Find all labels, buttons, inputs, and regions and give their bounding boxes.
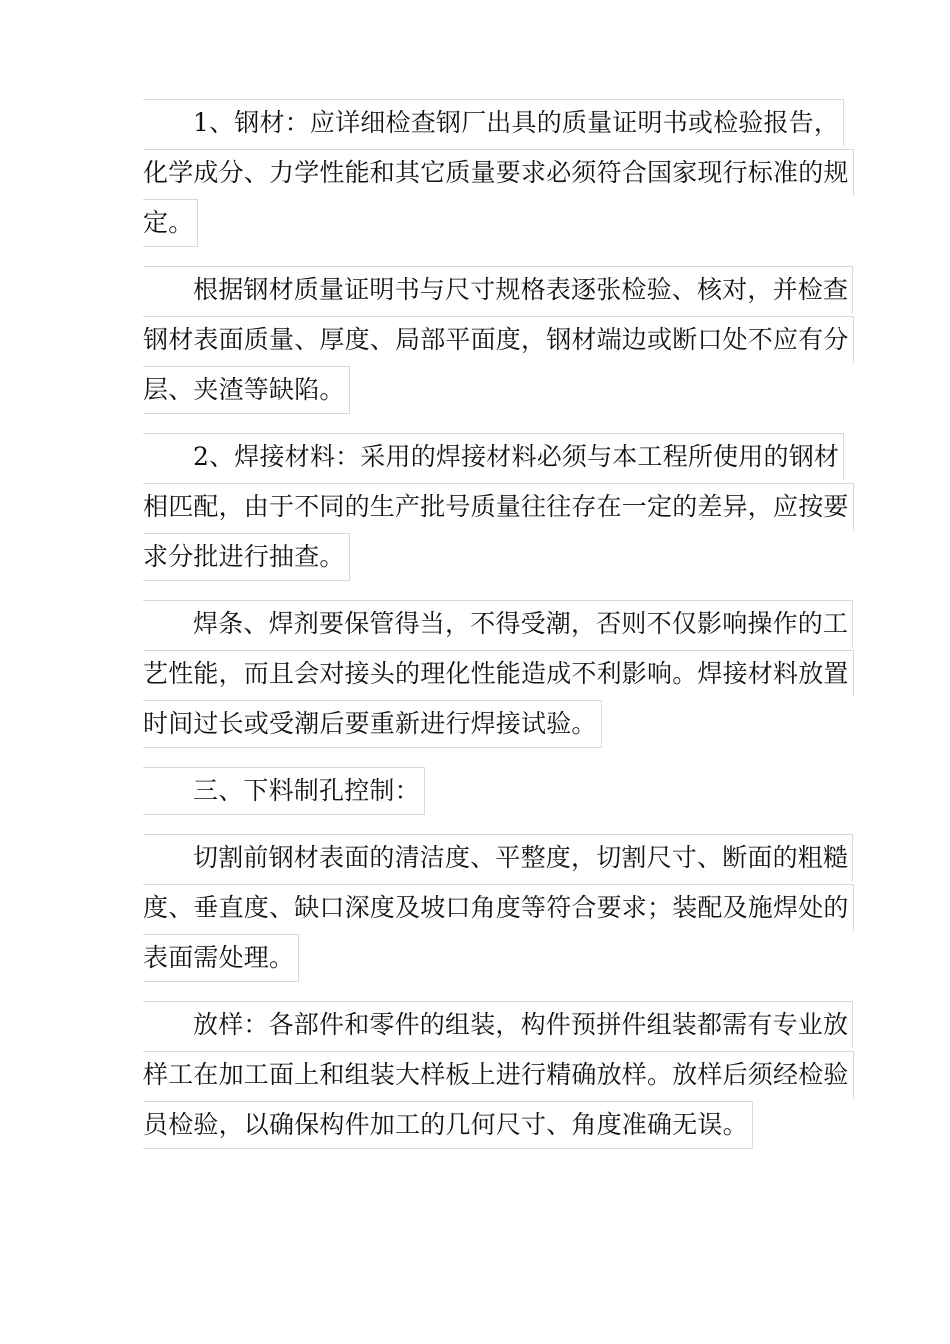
text-line: 艺性能，而且会对接头的理化性能造成不利影响。焊接材料放置 — [143, 648, 815, 698]
text-line: 钢材表面质量、厚度、局部平面度，钢材端边或断口处不应有分 — [143, 314, 815, 364]
paragraph-steel-inspection — [143, 264, 849, 414]
text-line: 1、钢材：应详细检查钢厂出具的质量证明书或检验报告， — [143, 97, 815, 147]
paragraph-welding-materials — [143, 431, 849, 581]
section-heading-cutting-drilling — [143, 765, 815, 815]
paragraph-electrode-storage — [143, 598, 849, 748]
text-line: 时间过长或受潮后要重新进行焊接试验。 — [143, 698, 815, 748]
text-line: 相匹配，由于不同的生产批号质量往往存在一定的差异，应按要 — [143, 481, 815, 531]
paragraph-layout-marking — [143, 999, 849, 1149]
text-line: 焊条、焊剂要保管得当，不得受潮，否则不仅影响操作的工 — [143, 598, 815, 648]
text-line: 度、垂直度、缺口深度及坡口角度等符合要求；装配及施焊处的 — [143, 882, 815, 932]
text-line: 三、下料制孔控制： — [143, 765, 815, 815]
text-line: 定。 — [143, 197, 815, 247]
text-line: 员检验，以确保构件加工的几何尺寸、角度准确无误。 — [143, 1099, 815, 1149]
text-line: 根据钢材质量证明书与尺寸规格表逐张检验、核对，并检查 — [143, 264, 815, 314]
text-line: 样工在加工面上和组装大样板上进行精确放样。放样后须经检验 — [143, 1049, 815, 1099]
text-line: 切割前钢材表面的清洁度、平整度，切割尺寸、断面的粗糙 — [143, 832, 815, 882]
text-line: 层、夹渣等缺陷。 — [143, 364, 815, 414]
text-line: 求分批进行抽查。 — [143, 531, 815, 581]
paragraph-steel — [143, 97, 849, 247]
text-line: 化学成分、力学性能和其它质量要求必须符合国家现行标准的规 — [143, 147, 815, 197]
paragraph-cutting — [143, 832, 849, 982]
text-line: 放样：各部件和零件的组装，构件预拼件组装都需有专业放 — [143, 999, 815, 1049]
text-line: 表面需处理。 — [143, 932, 815, 982]
text-line: 2、焊接材料：采用的焊接材料必须与本工程所使用的钢材 — [143, 431, 815, 481]
